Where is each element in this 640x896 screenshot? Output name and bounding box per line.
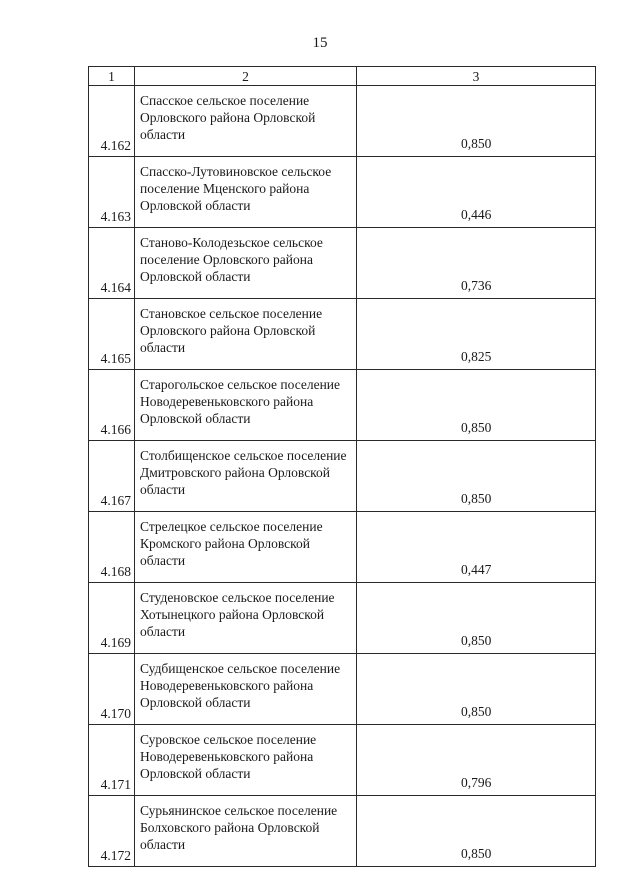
table-row xyxy=(89,86,596,157)
table-row xyxy=(89,654,596,725)
settlement-name: Спасское сельское поселение Орловского района Орловской области xyxy=(135,86,357,157)
row-number: 4.162 xyxy=(89,86,135,157)
row-value: 0,825 xyxy=(357,299,596,370)
table-row xyxy=(89,441,596,512)
row-value: 0,850 xyxy=(357,583,596,654)
settlement-name: Студеновское сельское поселение Хотынецкого района Орловской области xyxy=(135,583,357,654)
table-row xyxy=(89,299,596,370)
row-value: 0,446 xyxy=(357,157,596,228)
table-row xyxy=(89,583,596,654)
row-value: 0,850 xyxy=(357,441,596,512)
table-header-row xyxy=(89,67,596,86)
settlement-name: Станово-Колодезьское сельское поселение Орловского района Орловской области xyxy=(135,228,357,299)
row-number: 4.172 xyxy=(89,796,135,867)
row-number: 4.167 xyxy=(89,441,135,512)
row-number: 4.164 xyxy=(89,228,135,299)
row-number: 4.169 xyxy=(89,583,135,654)
row-value: 0,850 xyxy=(357,86,596,157)
row-value: 0,850 xyxy=(357,654,596,725)
table-row xyxy=(89,512,596,583)
settlement-name: Стрелецкое сельское поселение Кромского района Орловской области xyxy=(135,512,357,583)
row-value: 0,850 xyxy=(357,370,596,441)
table-row xyxy=(89,228,596,299)
table-row xyxy=(89,796,596,867)
settlement-name: Старогольское сельское поселение Новодеревеньковского района Орловской области xyxy=(135,370,357,441)
page-number: 15 xyxy=(312,35,328,51)
row-number: 4.168 xyxy=(89,512,135,583)
settlement-name: Суровское сельское поселение Новодеревеньковского района Орловской области xyxy=(135,725,357,796)
settlement-name: Сурьянинское сельское поселение Болховского района Орловской области xyxy=(135,796,357,867)
column-header-1: 1 xyxy=(89,67,135,86)
settlement-name: Становское сельское поселение Орловского района Орловской области xyxy=(135,299,357,370)
table-row xyxy=(89,370,596,441)
table-row xyxy=(89,725,596,796)
row-number: 4.171 xyxy=(89,725,135,796)
table-row xyxy=(89,157,596,228)
row-value: 0,796 xyxy=(357,725,596,796)
row-number: 4.166 xyxy=(89,370,135,441)
column-header-3: 3 xyxy=(357,67,596,86)
settlement-name: Столбищенское сельское поселение Дмитровского района Орловской области xyxy=(135,441,357,512)
column-header-2: 2 xyxy=(135,67,357,86)
row-value: 0,736 xyxy=(357,228,596,299)
row-number: 4.163 xyxy=(89,157,135,228)
row-value: 0,850 xyxy=(357,796,596,867)
row-value: 0,447 xyxy=(357,512,596,583)
row-number: 4.165 xyxy=(89,299,135,370)
row-number: 4.170 xyxy=(89,654,135,725)
settlement-name: Спасско-Лутовиновское сельское поселение Мценского района Орловской области xyxy=(135,157,357,228)
settlement-name: Судбищенское сельское поселение Новодеревеньковского района Орловской области xyxy=(135,654,357,725)
data-table xyxy=(88,66,596,867)
